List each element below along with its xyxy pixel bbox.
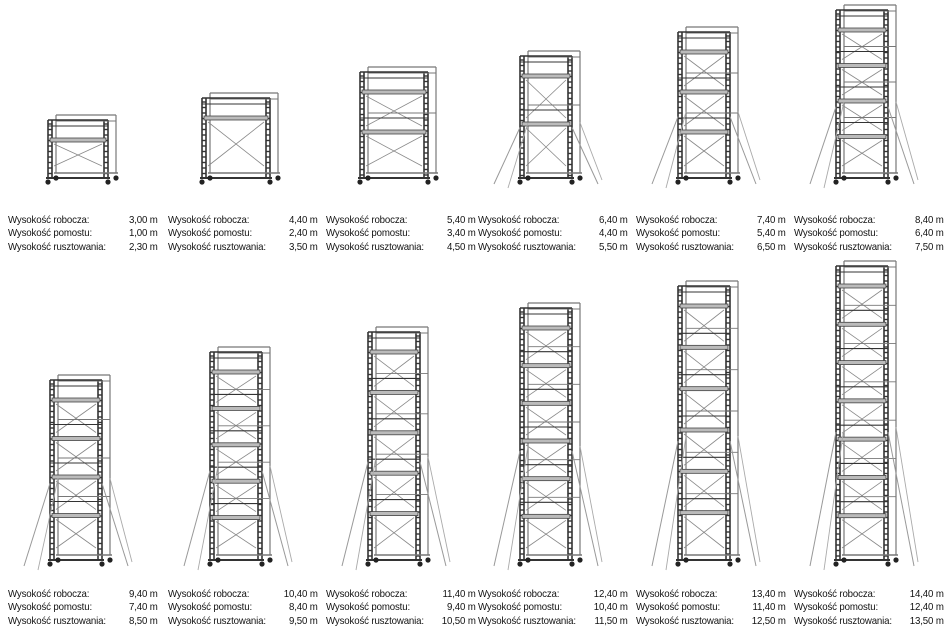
- working-height-value: 13,40 m: [751, 589, 786, 600]
- scaffold-illustration: [326, 0, 476, 640]
- platform-height-value: 10,40 m: [593, 602, 628, 614]
- scaffold-height-label: Wysokość rusztowania:: [478, 615, 576, 627]
- scaffold-frame: [342, 327, 450, 570]
- platform-height-label: Wysokość pomostu:: [794, 228, 879, 240]
- working-height-row: [326, 588, 476, 601]
- scaffold-height-label: Wysokość rusztowania:: [794, 615, 892, 627]
- scaffold-height-value: 11,50 m: [594, 615, 628, 627]
- working-height-value: 5,40 m: [447, 215, 476, 226]
- working-height-label: Wysokość robocza:: [8, 589, 90, 600]
- platform-height-value: 8,40 m: [289, 602, 318, 614]
- scaffold-height-row: [636, 615, 786, 628]
- scaffold-illustration: [8, 0, 158, 640]
- platform-height-label: Wysokość pomostu:: [794, 602, 879, 614]
- working-height-label: Wysokość robocza:: [636, 215, 718, 226]
- platform-height-value: 5,40 m: [757, 228, 786, 240]
- platform-height-value: 12,40 m: [909, 602, 944, 614]
- spec-table: [636, 588, 786, 628]
- platform-height-row: [326, 601, 476, 614]
- scaffold-height-row: [326, 615, 476, 628]
- scaffold-illustration: [478, 0, 628, 640]
- platform-height-value: 2,40 m: [289, 228, 318, 240]
- platform-height-label: Wysokość pomostu:: [168, 228, 253, 240]
- scaffold-variant: [8, 0, 158, 640]
- platform-height-row: [636, 601, 786, 614]
- scaffold-height-value: 9,50 m: [289, 615, 318, 627]
- scaffold-height-value: 5,50 m: [599, 241, 628, 253]
- working-height-value: 3,00 m: [129, 215, 158, 226]
- scaffold-illustration: [168, 0, 318, 640]
- scaffold-height-row: [478, 615, 628, 628]
- scaffold-variant: [326, 0, 476, 640]
- platform-height-label: Wysokość pomostu:: [636, 228, 721, 240]
- scaffold-variant: [636, 0, 786, 640]
- spec-table: [794, 588, 944, 628]
- working-height-row: [636, 588, 786, 601]
- platform-height-value: 6,40 m: [915, 228, 944, 240]
- working-height-value: 12,40 m: [593, 589, 628, 600]
- spec-table: [478, 588, 628, 628]
- scaffold-height-row: [794, 615, 944, 628]
- scaffold-illustration: [636, 0, 786, 640]
- working-height-label: Wysokość robocza:: [168, 589, 250, 600]
- platform-height-label: Wysokość pomostu:: [478, 228, 563, 240]
- scaffold-height-value: 3,50 m: [289, 241, 318, 253]
- scaffold-height-value: 6,50 m: [757, 241, 786, 253]
- working-height-value: 6,40 m: [599, 215, 628, 226]
- scaffold-frame: [810, 261, 918, 570]
- platform-height-row: [794, 601, 944, 614]
- working-height-row: [8, 588, 158, 601]
- working-height-value: 8,40 m: [915, 215, 944, 226]
- working-height-row: [794, 588, 944, 601]
- scaffold-height-value: 13,50 m: [909, 615, 944, 627]
- scaffold-height-value: 8,50 m: [129, 615, 158, 627]
- platform-height-label: Wysokość pomostu:: [8, 228, 93, 240]
- scaffold-frame: [652, 281, 760, 570]
- scaffold-height-label: Wysokość rusztowania:: [8, 615, 106, 627]
- scaffold-height-row: [8, 615, 158, 628]
- platform-height-value: 3,40 m: [447, 228, 476, 240]
- spec-table: [168, 588, 318, 628]
- working-height-label: Wysokość robocza:: [478, 215, 560, 226]
- platform-height-value: 9,40 m: [447, 602, 476, 614]
- spec-table: [8, 588, 158, 628]
- working-height-value: 7,40 m: [757, 215, 786, 226]
- platform-height-label: Wysokość pomostu:: [326, 602, 411, 614]
- platform-height-label: Wysokość pomostu:: [168, 602, 253, 614]
- scaffold-height-label: Wysokość rusztowania:: [8, 241, 106, 253]
- platform-height-label: Wysokość pomostu:: [636, 602, 721, 614]
- scaffold-height-row: [168, 615, 318, 628]
- working-height-value: 9,40 m: [129, 589, 158, 600]
- platform-height-value: 7,40 m: [129, 602, 158, 614]
- working-height-value: 4,40 m: [289, 215, 318, 226]
- scaffold-height-label: Wysokość rusztowania:: [636, 241, 734, 253]
- scaffold-variant: [794, 0, 944, 640]
- working-height-label: Wysokość robocza:: [794, 215, 876, 226]
- platform-height-row: [478, 601, 628, 614]
- scaffold-height-label: Wysokość rusztowania:: [168, 615, 266, 627]
- scaffold-frame: [24, 375, 132, 570]
- scaffold-height-label: Wysokość rusztowania:: [168, 241, 266, 253]
- scaffold-height-value: 7,50 m: [915, 241, 944, 253]
- platform-height-label: Wysokość pomostu:: [8, 602, 93, 614]
- working-height-label: Wysokość robocza:: [168, 215, 250, 226]
- working-height-label: Wysokość robocza:: [326, 215, 408, 226]
- working-height-value: 14,40 m: [909, 589, 944, 600]
- working-height-label: Wysokość robocza:: [478, 589, 560, 600]
- scaffold-height-value: 4,50 m: [447, 241, 476, 253]
- working-height-label: Wysokość robocza:: [8, 215, 90, 226]
- scaffold-height-label: Wysokość rusztowania:: [326, 615, 424, 627]
- scaffold-height-label: Wysokość rusztowania:: [326, 241, 424, 253]
- scaffold-illustration: [794, 0, 944, 640]
- spec-table: [326, 588, 476, 628]
- scaffold-height-label: Wysokość rusztowania:: [636, 615, 734, 627]
- scaffold-height-label: Wysokość rusztowania:: [794, 241, 892, 253]
- scaffold-height-value: 10,50 m: [441, 615, 476, 627]
- scaffold-frame: [184, 347, 292, 570]
- platform-height-label: Wysokość pomostu:: [326, 228, 411, 240]
- scaffold-variant: [168, 0, 318, 640]
- platform-height-value: 4,40 m: [599, 228, 628, 240]
- scaffold-height-value: 12,50 m: [751, 615, 786, 627]
- scaffold-height-value: 2,30 m: [129, 241, 158, 253]
- scaffold-height-label: Wysokość rusztowania:: [478, 241, 576, 253]
- working-height-label: Wysokość robocza:: [636, 589, 718, 600]
- working-height-label: Wysokość robocza:: [794, 589, 876, 600]
- working-height-label: Wysokość robocza:: [326, 589, 408, 600]
- platform-height-value: 1,00 m: [129, 228, 158, 240]
- scaffold-frame: [494, 303, 602, 570]
- platform-height-label: Wysokość pomostu:: [478, 602, 563, 614]
- working-height-row: [168, 588, 318, 601]
- platform-height-row: [8, 601, 158, 614]
- working-height-value: 11,40 m: [442, 589, 476, 600]
- platform-height-row: [168, 601, 318, 614]
- working-height-row: [478, 588, 628, 601]
- scaffold-variant: [478, 0, 628, 640]
- platform-height-value: 11,40 m: [752, 602, 786, 614]
- working-height-value: 10,40 m: [283, 589, 318, 600]
